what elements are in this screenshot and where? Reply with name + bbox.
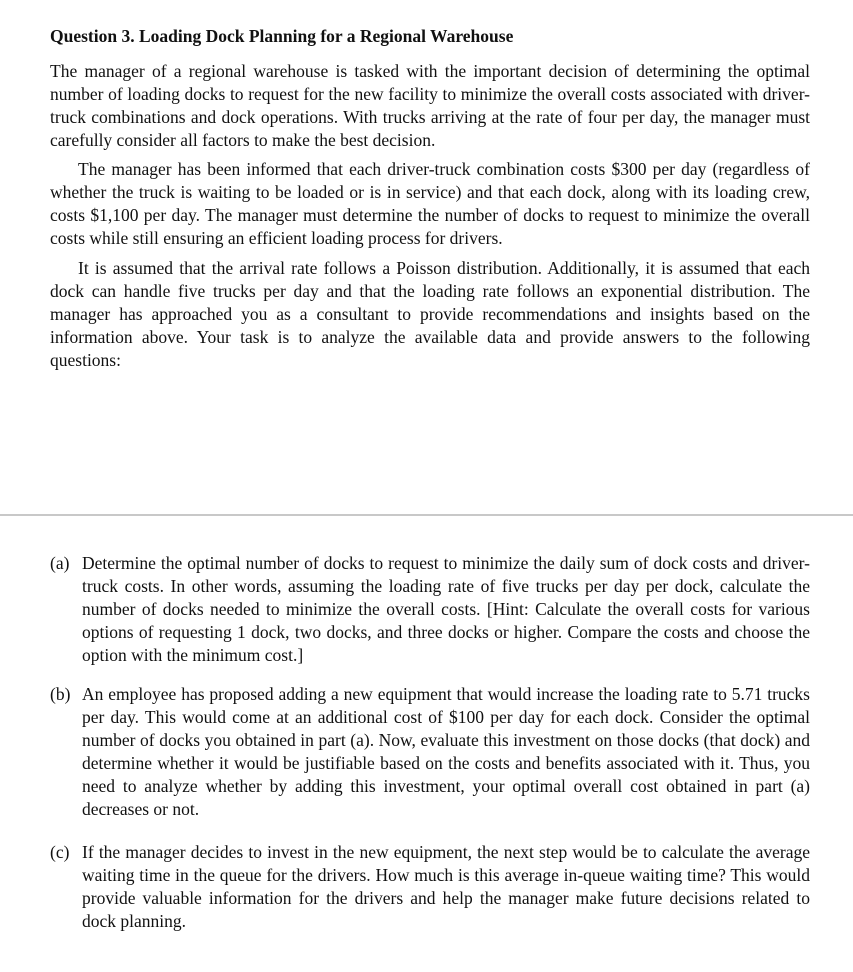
assumptions-paragraph: It is assumed that the arrival rate follows a Poisson distribution. Additionally, it is assumed that each dock can handle five trucks per day and that the loading rate follows an exponential distribution. The manager has approached you as a consultant to provide recommendations and insights based on the information above. Your task is to analyze the available data and provide answers to the following questions: — [50, 258, 810, 370]
intro-paragraph: The manager of a regional warehouse is tasked with the important decision of determining the optimal number of loading docks to request for the new facility to minimize the overall costs associated with driver-truck combinations and dock operations. With trucks arriving at the rate of four per day, the manager must carefully consider all factors to make the best decision. — [50, 61, 810, 150]
question-a — [50, 552, 810, 667]
question-c — [50, 841, 810, 933]
question-text: An employee has proposed adding a new equipment that would increase the loading rate to 5.71 trucks per day. This would come at an additional cost of $100 per day for each dock. Consider the optimal number of docks you obtained in part (a). Now, evaluate this investment on those docks (that dock) and determine whether it would be justifiable based on the costs and benefits associated with it. Thus, you need to analyze whether by adding this investment, your optimal overall cost obtained in part (a) decreases or not. — [82, 684, 810, 819]
question-text: If the manager decides to invest in the new equipment, the next step would be to calculate the average waiting time in the queue for the drivers. How much is this average in-queue waiting time? This would provide valuable information for the drivers and help the manager make future decisions related to dock planning. — [82, 842, 810, 931]
question-label: (b) — [50, 684, 71, 704]
cost-paragraph: The manager has been informed that each driver-truck combination costs $300 per day (regardless of whether the truck is waiting to be loaded or is in service) and that each dock, along with its loading crew, costs $1,100 per day. The manager must determine the number of docks to request to minimize the overall costs while still ensuring an efficient loading process for drivers. — [50, 159, 810, 248]
question-text: Determine the optimal number of docks to request to minimize the daily sum of dock costs and driver-truck costs. In other words, assuming the loading rate of five trucks per day per dock, calculate the number of docks needed to minimize the overall costs. [Hint: Calculate the overall costs for various options of requesting 1 dock, two docks, and three docks or higher. Compare the costs and choose the option with the minimum cost.] — [82, 553, 810, 665]
question-label: (c) — [50, 842, 70, 862]
question-b — [50, 683, 810, 821]
question-title: Question 3. Loading Dock Planning for a Regional Warehouse — [50, 26, 514, 46]
page-divider — [0, 514, 853, 516]
question-label: (a) — [50, 553, 70, 573]
